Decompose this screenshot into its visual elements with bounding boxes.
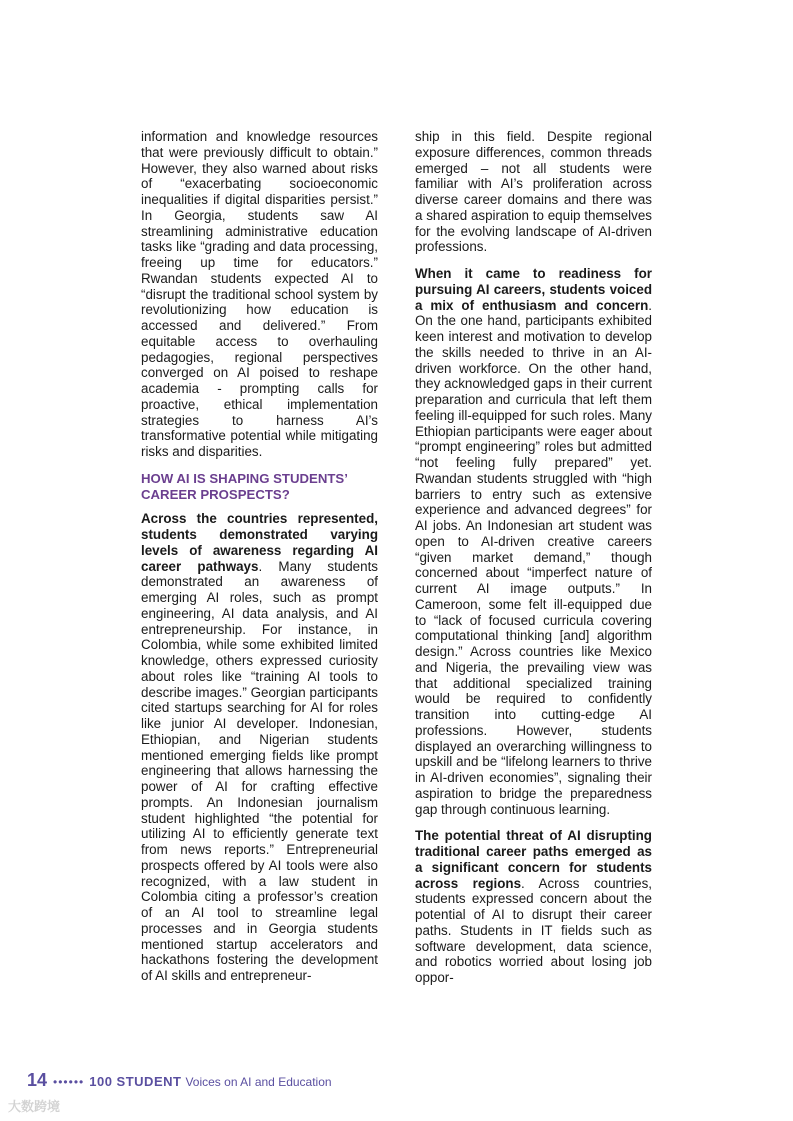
paragraph-body: . Across countries, students expressed concern about the potential of AI to disrupt their career paths. Students in IT fields such as software development, data science, and robotics worried about losing job oppor-: [415, 875, 652, 985]
page-number: 14: [27, 1070, 48, 1090]
footer-publication-subtitle: Voices on AI and Education: [185, 1075, 332, 1089]
paragraph-ai-education-impact: information and knowledge resources that were previously difficult to obtain.” However, they also warned about risks of “exacerbating socioeconomic inequalities if digital disparities persist.” In Georgia, students saw AI streamlining administrative education tasks like “grading and data processing, freeing up time for educators.” Rwandan students expected AI to “disrupt the traditional school system by revolutionizing how education is accessed and delivered.” From equitable access to overhauling pedagogies, regional perspectives converged on AI poised to reshape academia - prompting calls for proactive, ethical implementation strategies to harness AI’s transformative potential while mitigating risks and disparities.: [141, 129, 378, 459]
paragraph-disruption-concern: [415, 828, 652, 986]
paragraph-shared-aspiration: ship in this field. Despite regional exposure differences, common threads emerged – not all students were familiar with AI’s proliferation across diverse career domains and there was a shared aspiration to equip themselves for the evolving landscape of AI-driven professions.: [415, 129, 652, 255]
paragraph-body: . Many students demonstrated an awareness of emerging AI roles, such as prompt engineering, AI data analysis, and AI entrepreneurship. For instance, in Colombia, while some exhibited limited knowledge, others expressed curiosity about roles like “training AI tools to describe images.” Georgian participants cited startups searching for AI for roles like junior AI developer. Indonesian, Ethiopian, and Nigerian students mentioned emerging fields like prompt engineering that allows harnessing the power of AI for crafting effective prompts. An Indonesian journalism student highlighted “the potential for utilizing AI to efficiently generate text from news reports.” Entrepreneurial prospects offered by AI tools were also recognized, with a law student in Colombia citing a professor’s creation of an AI tool to streamline legal processes and in Georgia students mentioned startup accelerators and hackathons fostering the development of AI skills and entrepreneur-: [141, 558, 378, 983]
footer-publication-title: 100 STUDENT: [89, 1074, 182, 1089]
watermark-logo: 大数跨境: [8, 1099, 61, 1114]
paragraph-body: . On the one hand, participants exhibited keen interest and motivation to develop the skills needed to thrive in an AI-driven workforce. On the other hand, they acknowledged gaps in their current preparation and curricula that left them feeling ill-equipped for such roles. Many Ethiopian participants were eager about “prompt engineering” roles but admitted “not feeling fully prepared” yet. Rwandan students struggled with “high barriers to entry such as extensive experience and advanced degrees” for AI jobs. An Indonesian art student was open to AI-driven creative careers “given market demand,” though concerned about “imperfect nature of current AI image outputs.” In Cameroon, some felt ill-equipped due to “lack of focused curricula covering computational thinking [and] algorithm design.” Across countries like Mexico and Nigeria, the prevailing view was that additional specialized training would be required to confidently transition into cutting-edge AI professions. However, students displayed an overarching willingness to upskill and be “lifelong learners to thrive in AI-driven economies”, signaling their aspiration to bridge the preparedness gap through continuous learning.: [415, 297, 652, 817]
paragraph-career-readiness: [415, 266, 652, 817]
paragraph-career-awareness: [141, 511, 378, 984]
lead-sentence: Across the countries represented, students demonstrated varying levels of awareness regarding AI career pathways: [141, 511, 378, 574]
section-heading-career-prospects: HOW AI IS SHAPING STUDENTS’ CAREER PROSPECTS?: [141, 470, 348, 502]
lead-sentence: When it came to readiness for pursuing AI careers, students voiced a mix of enthusiasm and concern: [415, 266, 652, 313]
left-column: [141, 129, 378, 995]
footer-dots: ••••••: [53, 1075, 85, 1089]
page-footer: [27, 1070, 332, 1090]
right-column: [415, 129, 652, 997]
lead-sentence: The potential threat of AI disrupting traditional career paths emerged as a significant concern for students across regions: [415, 828, 652, 891]
